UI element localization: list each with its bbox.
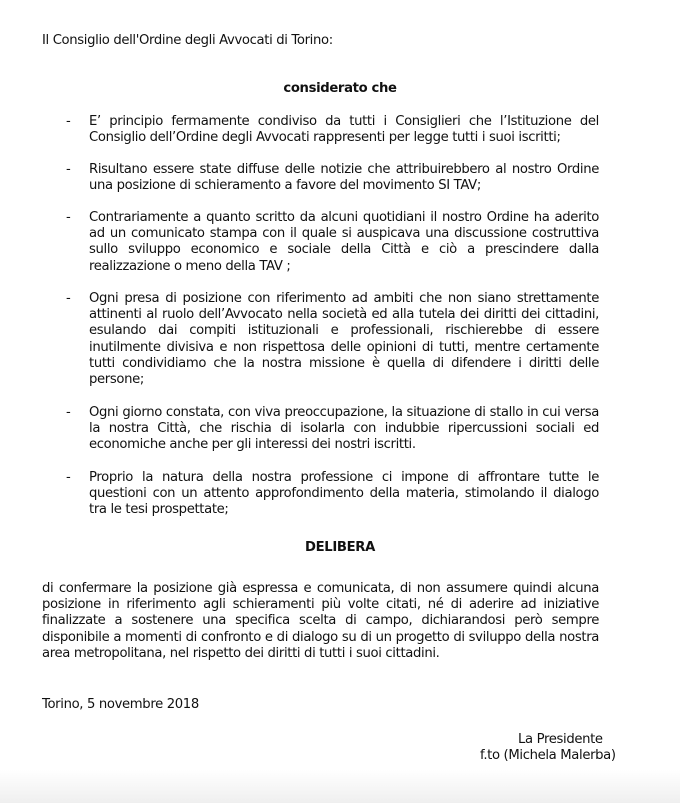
date-line: Torino, 5 novembre 2018: [42, 697, 199, 712]
consideration-item: [66, 291, 599, 388]
signature-name: f.to (Michela Malerba): [480, 748, 616, 763]
intro-line: Il Consiglio dell'Ordine degli Avvocati di Torino:: [42, 33, 333, 48]
resolution-text: di confermare la posizione già espressa e comunicata, di non assumere quindi alcuna posizione in riferimento agli schieramenti più volte citati, né di aderire ad iniziative finalizzate a sostenere una specifica scelta di campo, dichiarandosi però sempre disponibile a momenti di confronto e di dialogo su di un progetto di sviluppo della nostra area metropolitana, nel rispetto dei diritti di tutti i suoi cittadini.: [42, 581, 599, 661]
bullet-dash: -: [66, 210, 71, 225]
consideration-text: Ogni giorno constata, con viva preoccupazione, la situazione di stallo in cui versa la nostra Città, che rischia di isolarla con indubbie ripercussioni sociali ed economiche anche per gli interessi dei nostri iscritti.: [89, 405, 599, 453]
consideration-item: [66, 470, 599, 519]
consideration-text: E’ principio fermamente condiviso da tutti i Consiglieri che l’Istituzione del Consiglio dell’Ordine degli Avvocati rappresenti per legge tutti i suoi iscritti;: [89, 114, 599, 146]
bullet-dash: -: [66, 470, 71, 485]
bullet-dash: -: [66, 405, 71, 420]
bullet-dash: -: [66, 114, 71, 129]
consideration-text: Ogni presa di posizione con riferimento ad ambiti che non siano strettamente attinenti al ruolo dell’Avvocato nella società ed alla tutela dei diritti dei cittadini, esulando dai compiti istituzionali e professionali, rischierebbe di essere inutilmente divisiva e non rispettosa delle opinioni di tutti, mentre certamente tutti condividiamo che la nostra missione è quella di difendere i diritti delle persone;: [89, 291, 599, 388]
consideration-item: [66, 210, 599, 275]
consideration-item: [66, 405, 599, 454]
bullet-dash: -: [66, 291, 71, 306]
consideration-item: [66, 162, 599, 194]
consideration-text: Proprio la natura della nostra professione ci impone di affrontare tutte le questioni con un attento approfondimento della materia, stimolando il dialogo tra le tesi prospettate;: [89, 470, 599, 518]
heading-delibera: DELIBERA: [305, 540, 375, 555]
consideration-text: Risultano essere state diffuse delle notizie che attribuirebbero al nostro Ordine una posizione di schieramento a favore del movimento SI TAV;: [89, 162, 599, 194]
consideration-text: Contrariamente a quanto scritto da alcuni quotidiani il nostro Ordine ha aderito ad un comunicato stampa con il quale si auspicava una discussione costruttiva sullo sviluppo economico e sociale della Città e ciò a prescindere dalla realizzazione o meno della TAV ;: [89, 210, 599, 274]
signature-title: La Presidente: [518, 732, 603, 747]
consideration-item: [66, 114, 599, 146]
bullet-dash: -: [66, 162, 71, 177]
heading-considerato-che: considerato che: [283, 81, 397, 96]
